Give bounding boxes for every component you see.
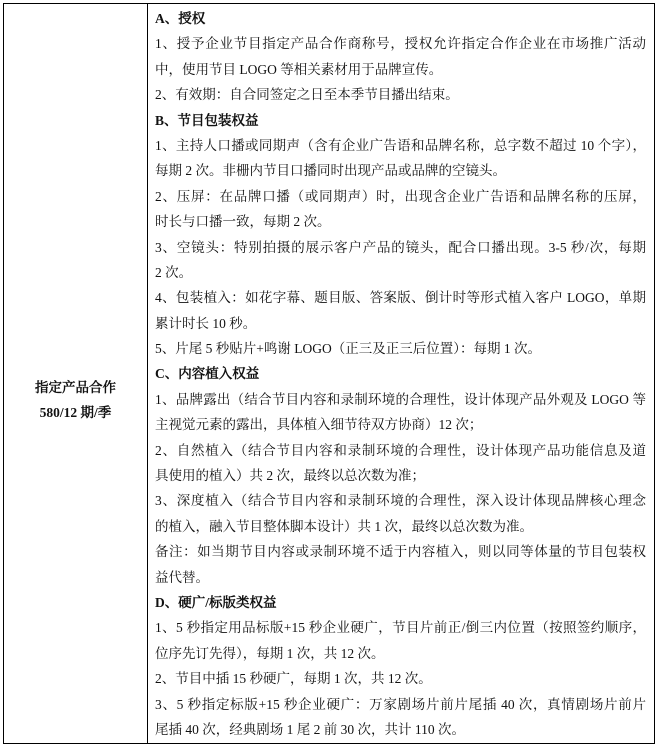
section-heading-authorization: A、授权	[155, 11, 206, 26]
rights-line: 2、节目中插 15 秒硬广，每期 1 次，共 12 次。	[155, 671, 432, 687]
rights-line: 累计时长 10 秒。	[155, 315, 257, 331]
rights-line: 4、包装植入：如花字幕、题目版、答案版、倒计时等形式植入客户 LOGO，单期	[155, 290, 646, 306]
rights-line: 具使用的植入）共 2 次，最终以总次数为准；	[155, 468, 425, 484]
rights-line: 1、5 秒指定用品标版+15 秒企业硬广，节目片前正/倒三内位置（按照签约顺序，	[155, 620, 646, 636]
remark-line: 益代替。	[155, 569, 209, 585]
rights-line: 1、授予企业节目指定产品合作商称号，授权允许指定合作企业在市场推广活动	[155, 36, 646, 52]
rights-line: 的植入，融入节目整体脚本设计）共 1 次，最终以总次数为准。	[155, 518, 533, 534]
rights-line: 3、5 秒指定标版+15 秒企业硬广：万家剧场片前片尾插 40 次，真情剧场片前片	[155, 696, 646, 712]
section-heading-packaging: B、节目包装权益	[155, 112, 259, 128]
rights-line: 2、有效期：自合同签定之日至本季节目播出结束。	[155, 87, 459, 103]
remark-line: 备注：如当期节目内容或录制环境不适于内容植入，则以同等体量的节目包装权	[155, 544, 646, 560]
section-heading-content-placement: C、内容植入权益	[155, 366, 260, 382]
rights-line: 位序先订先得），每期 1 次，共 12 次。	[155, 645, 385, 661]
rights-line: 2、压屏：在品牌口播（或同期声）时，出现含企业广告语和品牌名称的压屏，	[155, 188, 646, 204]
rights-details-cell	[148, 4, 654, 743]
rights-line: 3、深度植入（结合节目内容和录制环境的合理性，深入设计体现品牌核心理念	[155, 493, 646, 509]
product-label-price: 580/12 期/季	[39, 404, 112, 420]
rights-line: 1、品牌露出（结合节目内容和录制环境的合理性，设计体现产品外观及 LOGO 等	[155, 391, 646, 407]
product-cooperation-cell	[4, 4, 148, 743]
rights-line: 1、主持人口播或同期声（含有企业广告语和品牌名称，总字数不超过 10 个字），	[155, 137, 646, 153]
rights-line: 中，使用节目 LOGO 等相关素材用于品牌宣传。	[155, 61, 443, 77]
rights-line: 2 次。	[155, 264, 193, 280]
rights-line: 3、空镜头：特别拍摄的展示客户产品的镜头，配合口播出现。3-5 秒/次，每期	[155, 239, 646, 255]
product-label-name: 指定产品合作	[35, 379, 116, 395]
section-heading-hard-ads: D、硬广/标版类权益	[155, 594, 277, 610]
rights-line: 每期 2 次。非栅内节目口播同时出现产品或品牌的空镜头。	[155, 163, 506, 179]
rights-line: 主视觉元素的露出，具体植入细节待双方协商）12 次；	[155, 417, 483, 433]
rights-line: 时长与口播一致，每期 2 次。	[155, 214, 331, 230]
rights-line: 尾插 40 次，经典剧场 1 尾 2 前 30 次，共计 110 次。	[155, 721, 465, 737]
rights-line: 2、自然植入（结合节目内容和录制环境的合理性，设计体现产品功能信息及道	[155, 442, 646, 458]
rights-line: 5、片尾 5 秒贴片+鸣谢 LOGO（正三及正三后位置）：每期 1 次。	[155, 341, 541, 357]
rights-table	[3, 3, 655, 744]
